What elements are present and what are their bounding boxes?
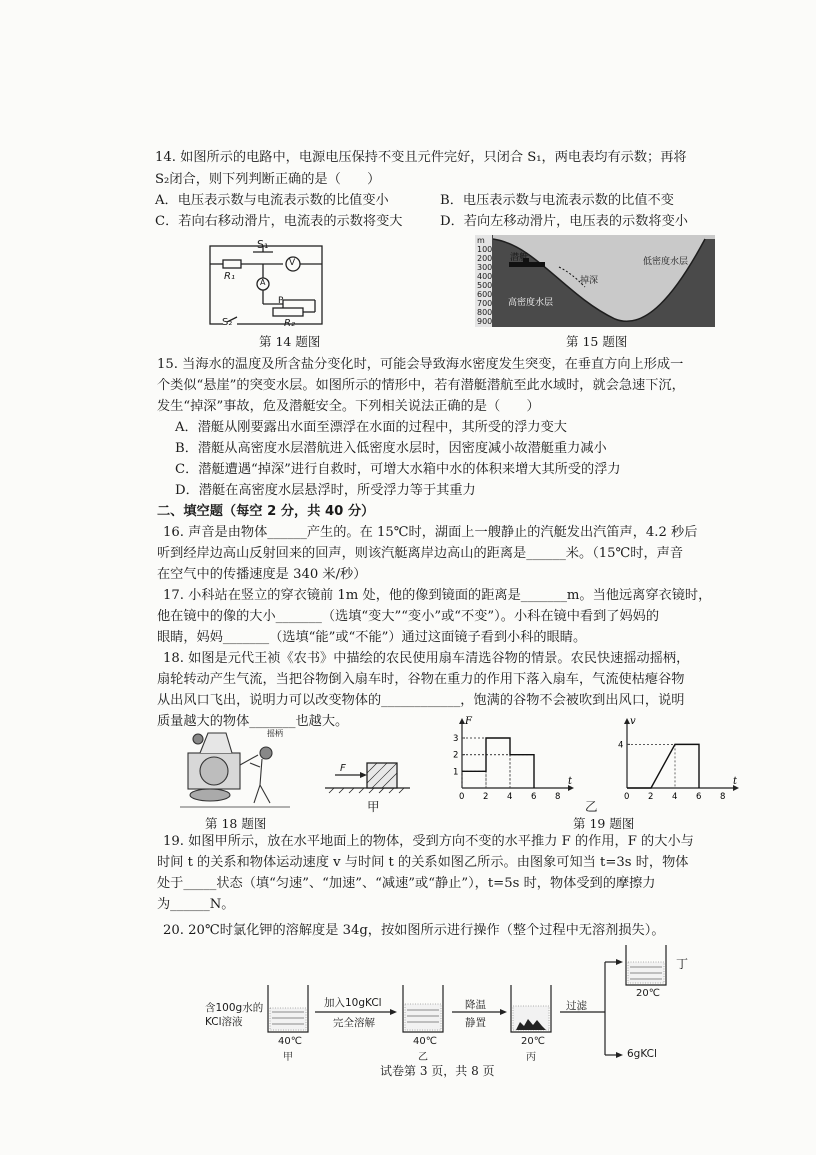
q17-line3: 眼睛，妈妈_______（选填“能”或“不能”）通过这面镜子看到小科的眼睛。 [157, 630, 587, 645]
depth-tick-5: 600 [477, 290, 493, 299]
ammeter-label: A [260, 278, 266, 287]
label-s2: S₂ [222, 317, 233, 328]
depth-unit: m [477, 236, 485, 245]
beaker-jia-name: 甲 [283, 1052, 293, 1063]
y-axis-label: F [465, 716, 472, 727]
beaker-bing-name: 丙 [526, 1052, 536, 1063]
step1-bottom-label: 完全溶解 [333, 1017, 375, 1029]
step2-bottom-label: 静置 [465, 1017, 486, 1029]
q18-line2: 扇轮转动产生气流，当把谷物倒入扇车时，谷物在重力的作用下落入扇车，气流使枯瘪谷物 [157, 672, 685, 687]
block [367, 763, 397, 788]
y-tick-label: 2 [453, 750, 459, 761]
start-label-line1: 含100g水的 [205, 1002, 264, 1014]
voltmeter-label: V [289, 258, 296, 268]
submarine-label: 潜艇 [510, 253, 529, 263]
step3-label: 过滤 [566, 1000, 587, 1012]
depth-tick-3: 400 [477, 272, 493, 281]
depth-tick-6: 700 [477, 299, 493, 308]
depth-tick-8: 900 [477, 317, 493, 326]
force-time-graph [450, 716, 580, 802]
beaker-bing-temp: 20℃ [521, 1036, 545, 1047]
x-axis-label: t [733, 776, 738, 787]
q17-line2: 他在镜中的像的大小_______（选填“变大”“变小”或“不变”）。小科在镜中看到了妈妈的 [157, 609, 660, 624]
q19-line4: 为______N。 [157, 897, 235, 912]
figure-14-caption: 第 14 题图 [259, 334, 321, 349]
q15-line1: 15. 当海水的温度及所含盐分变化时，可能会导致海水密度发生突变，在垂直方向上形成一 [157, 357, 684, 372]
page-footer: 试卷第 3 页，共 8 页 [380, 1064, 495, 1078]
y-tick-label: 3 [453, 734, 459, 744]
x-tick-label: 6 [531, 792, 537, 802]
figure-19-caption: 第 19 题图 [573, 816, 635, 831]
pushed-block-diagram [325, 755, 410, 795]
q20-line1: 20. 20℃时氯化钾的溶解度是 34g，按如图所示进行操作（整个过程中无溶剂损失）。 [163, 923, 665, 938]
q16-line3: 在空气中的传播速度是 340 米/秒） [157, 567, 367, 582]
x-tick-label: 4 [672, 792, 678, 802]
q18-line4: 质量越大的物体_______也越大。 [157, 714, 349, 729]
q15-option-a: A．潜艇从刚要露出水面至漂浮在水面的过程中，其所受的浮力变大 [175, 420, 567, 435]
label-r2: R₂ [284, 318, 295, 329]
q18-line3: 从出风口飞出，说明力可以改变物体的____________，饱满的谷物不会被吹到出风口，说明 [157, 693, 685, 708]
low-density-label: 低密度水层 [643, 257, 689, 267]
series-line [627, 744, 699, 788]
x-axis-label: t [568, 776, 573, 787]
x-tick-label: 0 [459, 792, 465, 802]
y-tick-label: 1 [453, 767, 459, 778]
q14-line2: S₂闭合，则下列判断正确的是（ ） [155, 172, 381, 187]
beaker-ding-name: 丁 [676, 957, 689, 971]
step2-top-label: 降温 [465, 999, 486, 1011]
figure-18-caption: 第 18 题图 [205, 816, 267, 831]
velocity-time-graph [615, 716, 745, 802]
y-tick-label: 4 [618, 740, 624, 751]
q15-line2: 个类似“悬崖”的突变水层。如图所示的情形中，若有潜艇潜航至此水域时，就会急速下沉， [157, 378, 685, 393]
label-s1: S₁ [257, 238, 269, 251]
q19-line1: 19. 如图甲所示，放在水平地面上的物体，受到方向不变的水平推力 F 的作用，F 的大小与 [163, 834, 694, 849]
beaker-yi-name: 乙 [418, 1052, 428, 1063]
x-tick-label: 8 [555, 792, 561, 802]
label-r1: R₁ [224, 271, 235, 282]
figure-19-yi-label: 乙 [585, 799, 598, 814]
figure-19-jia-label: 甲 [367, 799, 380, 814]
q15-line3: 发生“掉深”事故，危及潜艇安全。下列相关说法正确的是（ ） [157, 399, 540, 414]
start-label-line2: KCl溶液 [205, 1016, 243, 1028]
depth-tick-7: 800 [477, 308, 493, 317]
section-2-title: 二、填空题（每空 2 分，共 40 分） [157, 504, 375, 519]
beaker-yi-temp: 40℃ [413, 1036, 437, 1047]
x-tick-label: 8 [720, 792, 726, 802]
q16-line2: 听到经岸边高山反射回来的回声，则该汽艇离岸边高山的距离是______米。（15℃时，声音 [157, 546, 684, 561]
q15-option-d: D．潜艇在高密度水层悬浮时，所受浮力等于其重力 [175, 483, 476, 498]
beaker-ding-temp: 20℃ [636, 988, 660, 999]
q14-option-d: D．若向左移动滑片，电压表的示数将变小 [440, 214, 688, 229]
resistor-r1 [223, 260, 241, 268]
q14-option-b: B．电压表示数与电流表示数的比值不变 [440, 193, 674, 208]
q19-line2: 时间 t 的关系和物体运动速度 v 与时间 t 的关系如图乙所示。由图象可知当 t=3s 时，物体 [157, 855, 689, 870]
beaker-jia-temp: 40℃ [278, 1036, 302, 1047]
series-line [462, 738, 534, 788]
drop-label: 掉深 [580, 276, 599, 286]
handle-label: 摇柄 [267, 729, 283, 738]
x-tick-label: 2 [483, 792, 489, 802]
q16-line1: 16. 声音是由物体______产生的。在 15℃时，湖面上一艘静止的汽艇发出汽笛声，4.2 秒后 [163, 525, 698, 540]
label-p: P [278, 296, 284, 306]
q18-line1: 18. 如图是元代王祯《农书》中描绘的农民使用扇车清选谷物的情景。农民快速摇动摇柄， [163, 651, 690, 666]
depth-tick-2: 300 [477, 263, 493, 272]
step1-top-label: 加入10gKCl [324, 997, 382, 1009]
depth-tick-4: 500 [477, 281, 493, 290]
high-density-label: 高密度水层 [508, 298, 554, 308]
x-tick-label: 4 [507, 792, 513, 802]
q14-option-c: C．若向右移动滑片，电流表的示数将变大 [155, 214, 403, 229]
depth-tick-1: 200 [477, 254, 493, 263]
rheostat-r2 [273, 308, 303, 316]
q15-option-c: C．潜艇遭遇“掉深”进行自救时，可增大水箱中水的体积来增大其所受的浮力 [175, 462, 621, 477]
x-tick-label: 0 [624, 792, 630, 802]
q19-line3: 处于_____状态（填“匀速”、“加速”、“减速”或“静止”），t=5s 时，物体受到的摩擦力 [157, 876, 656, 891]
figure-15-caption: 第 15 题图 [566, 334, 628, 349]
force-label: F [340, 763, 346, 774]
x-tick-label: 6 [696, 792, 702, 802]
x-tick-label: 2 [648, 792, 654, 802]
q14-line1: 14. 如图所示的电路中，电源电压保持不变且元件完好，只闭合 S₁，两电表均有示数；再将 [155, 150, 687, 165]
q15-option-b: B．潜艇从高密度水层潜航进入低密度水层时，因密度减小故潜艇重力减小 [175, 441, 607, 456]
q14-option-a: A．电压表示数与电流表示数的比值变小 [155, 193, 389, 208]
y-axis-label: v [630, 716, 636, 727]
residue-label: 6gKCl [627, 1048, 657, 1060]
depth-tick-0: 100 [477, 245, 493, 254]
q17-line1: 17. 小科站在竖立的穿衣镜前 1m 处，他的像到镜面的距离是_______m。当他远离穿衣镜时， [163, 588, 712, 603]
